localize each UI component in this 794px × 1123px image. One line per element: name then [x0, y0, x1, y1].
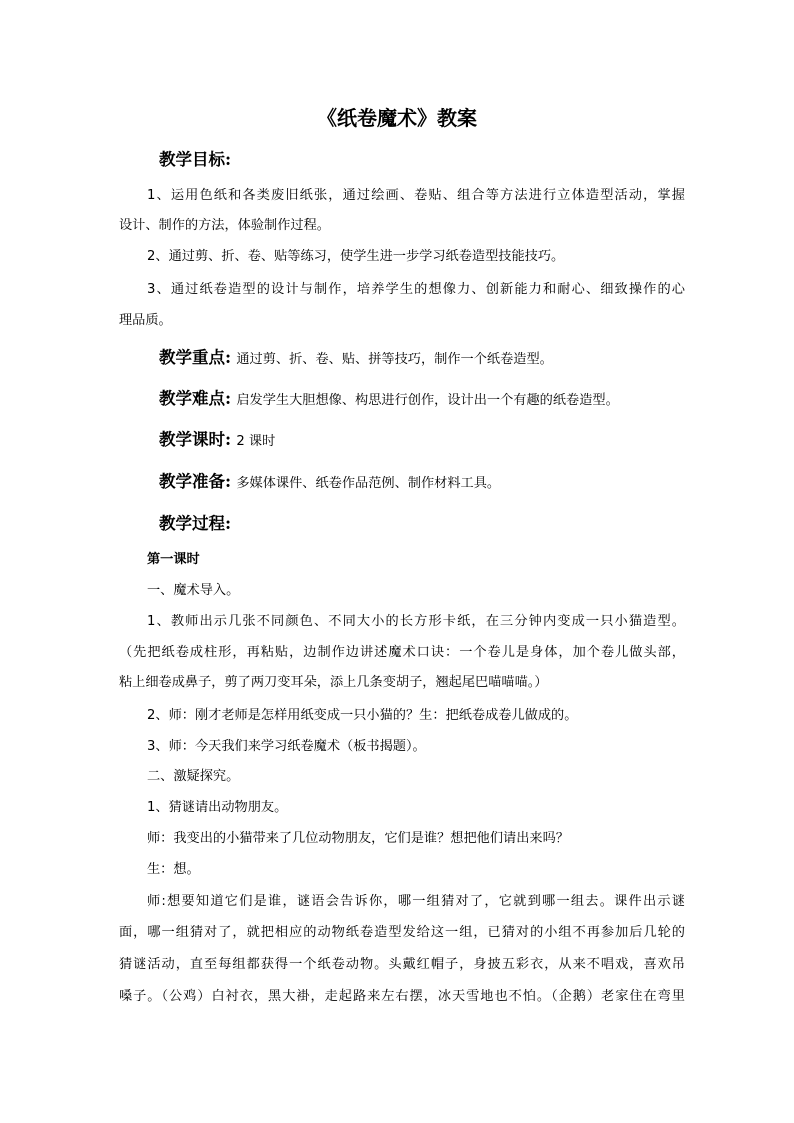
objectives-heading	[159, 148, 231, 172]
objective-3-line-1: 3、通过纸卷造型的设计与制作，培养学生的想像力、创新能力和耐心、细致操作的心	[147, 282, 685, 297]
s1-p1-line-2: （先把纸卷成柱形，再粘贴，边制作边讲述魔术口诀：一个卷儿是身体，加个卷儿做头部，	[119, 645, 685, 660]
s1-p3: 3、师：今天我们来学习纸卷魔术（板书揭题）。	[147, 739, 426, 754]
objectives-heading-label: 教学目标:	[159, 150, 232, 169]
s2-p3: 生：想。	[147, 862, 200, 877]
s2-p4-line-2: 面，哪一组猜对了，就把相应的动物纸卷造型发给这一组，已猜对的小组不再参加后几轮的	[119, 925, 685, 940]
document-title: 《纸卷魔术》教案	[317, 106, 477, 130]
s2-p4-line-1: 师:想要知道它们是谁，谜语会告诉你，哪一组猜对了，它就到哪一组去。课件出示谜	[147, 894, 685, 909]
process-heading	[159, 512, 231, 536]
preparation-row	[159, 470, 500, 496]
objective-1-line-1: 1、运用色纸和各类废旧纸张，通过绘画、卷贴、组合等方法进行立体造型活动，掌握	[147, 188, 685, 203]
s2-p2: 师：我变出的小猫带来了几位动物朋友，它们是谁？想把他们请出来吗？	[147, 831, 569, 846]
difficulty-label: 教学难点:	[159, 389, 232, 408]
lesson-one-heading: 第一课时	[147, 552, 200, 567]
periods-label: 教学课时:	[159, 430, 232, 449]
periods-text: 2 课时	[236, 434, 276, 449]
difficulty-text: 启发学生大胆想像、构思进行创作，设计出一个有趣的纸卷造型。	[236, 393, 619, 408]
s2-p1: 1、猜谜请出动物朋友。	[147, 800, 288, 815]
preparation-text: 多媒体课件、纸卷作品范例、制作材料工具。	[236, 476, 501, 491]
process-heading-label: 教学过程:	[159, 514, 232, 533]
key-point-text: 通过剪、折、卷、贴、拼等技巧，制作一个纸卷造型。	[236, 352, 553, 367]
s2-p4-line-4: 嗓子。（公鸡）白衬衣，黑大褂，走起路来左右摆，冰天雪地也不怕。（企鹅）老家住在弯里	[119, 989, 685, 1004]
s2-p4-line-3: 猜谜活动，直至每组都获得一个纸卷动物。头戴红帽子，身披五彩衣，从来不唱戏，喜欢吊	[119, 957, 685, 972]
preparation-label: 教学准备:	[159, 472, 232, 491]
key-point-row	[159, 346, 553, 372]
difficulty-row	[159, 387, 619, 413]
key-point-label: 教学重点:	[159, 348, 232, 367]
section-two-heading: 二、激疑探究。	[147, 769, 240, 784]
s1-p2: 2、师：刚才老师是怎样用纸变成一只小猫的？生：把纸卷成卷儿做成的。	[147, 708, 578, 723]
s1-p1-line-3: 粘上细卷成鼻子，剪了两刀变耳朵，添上几条变胡子，翘起尾巴喵喵喵。）	[119, 675, 548, 690]
s1-p1-line-1: 1、教师出示几张不同颜色、不同大小的长方形卡纸，在三分钟内变成一只小猫造型。	[147, 614, 685, 629]
objective-3-line-2: 理品质。	[119, 313, 172, 328]
objective-1-line-2: 设计、制作的方法，体验制作过程。	[119, 218, 330, 233]
objective-2: 2、通过剪、折、卷、贴等练习，使学生进一步学习纸卷造型技能技巧。	[147, 249, 565, 264]
section-one-heading: 一、魔术导入。	[147, 583, 240, 598]
periods-row	[159, 428, 275, 454]
